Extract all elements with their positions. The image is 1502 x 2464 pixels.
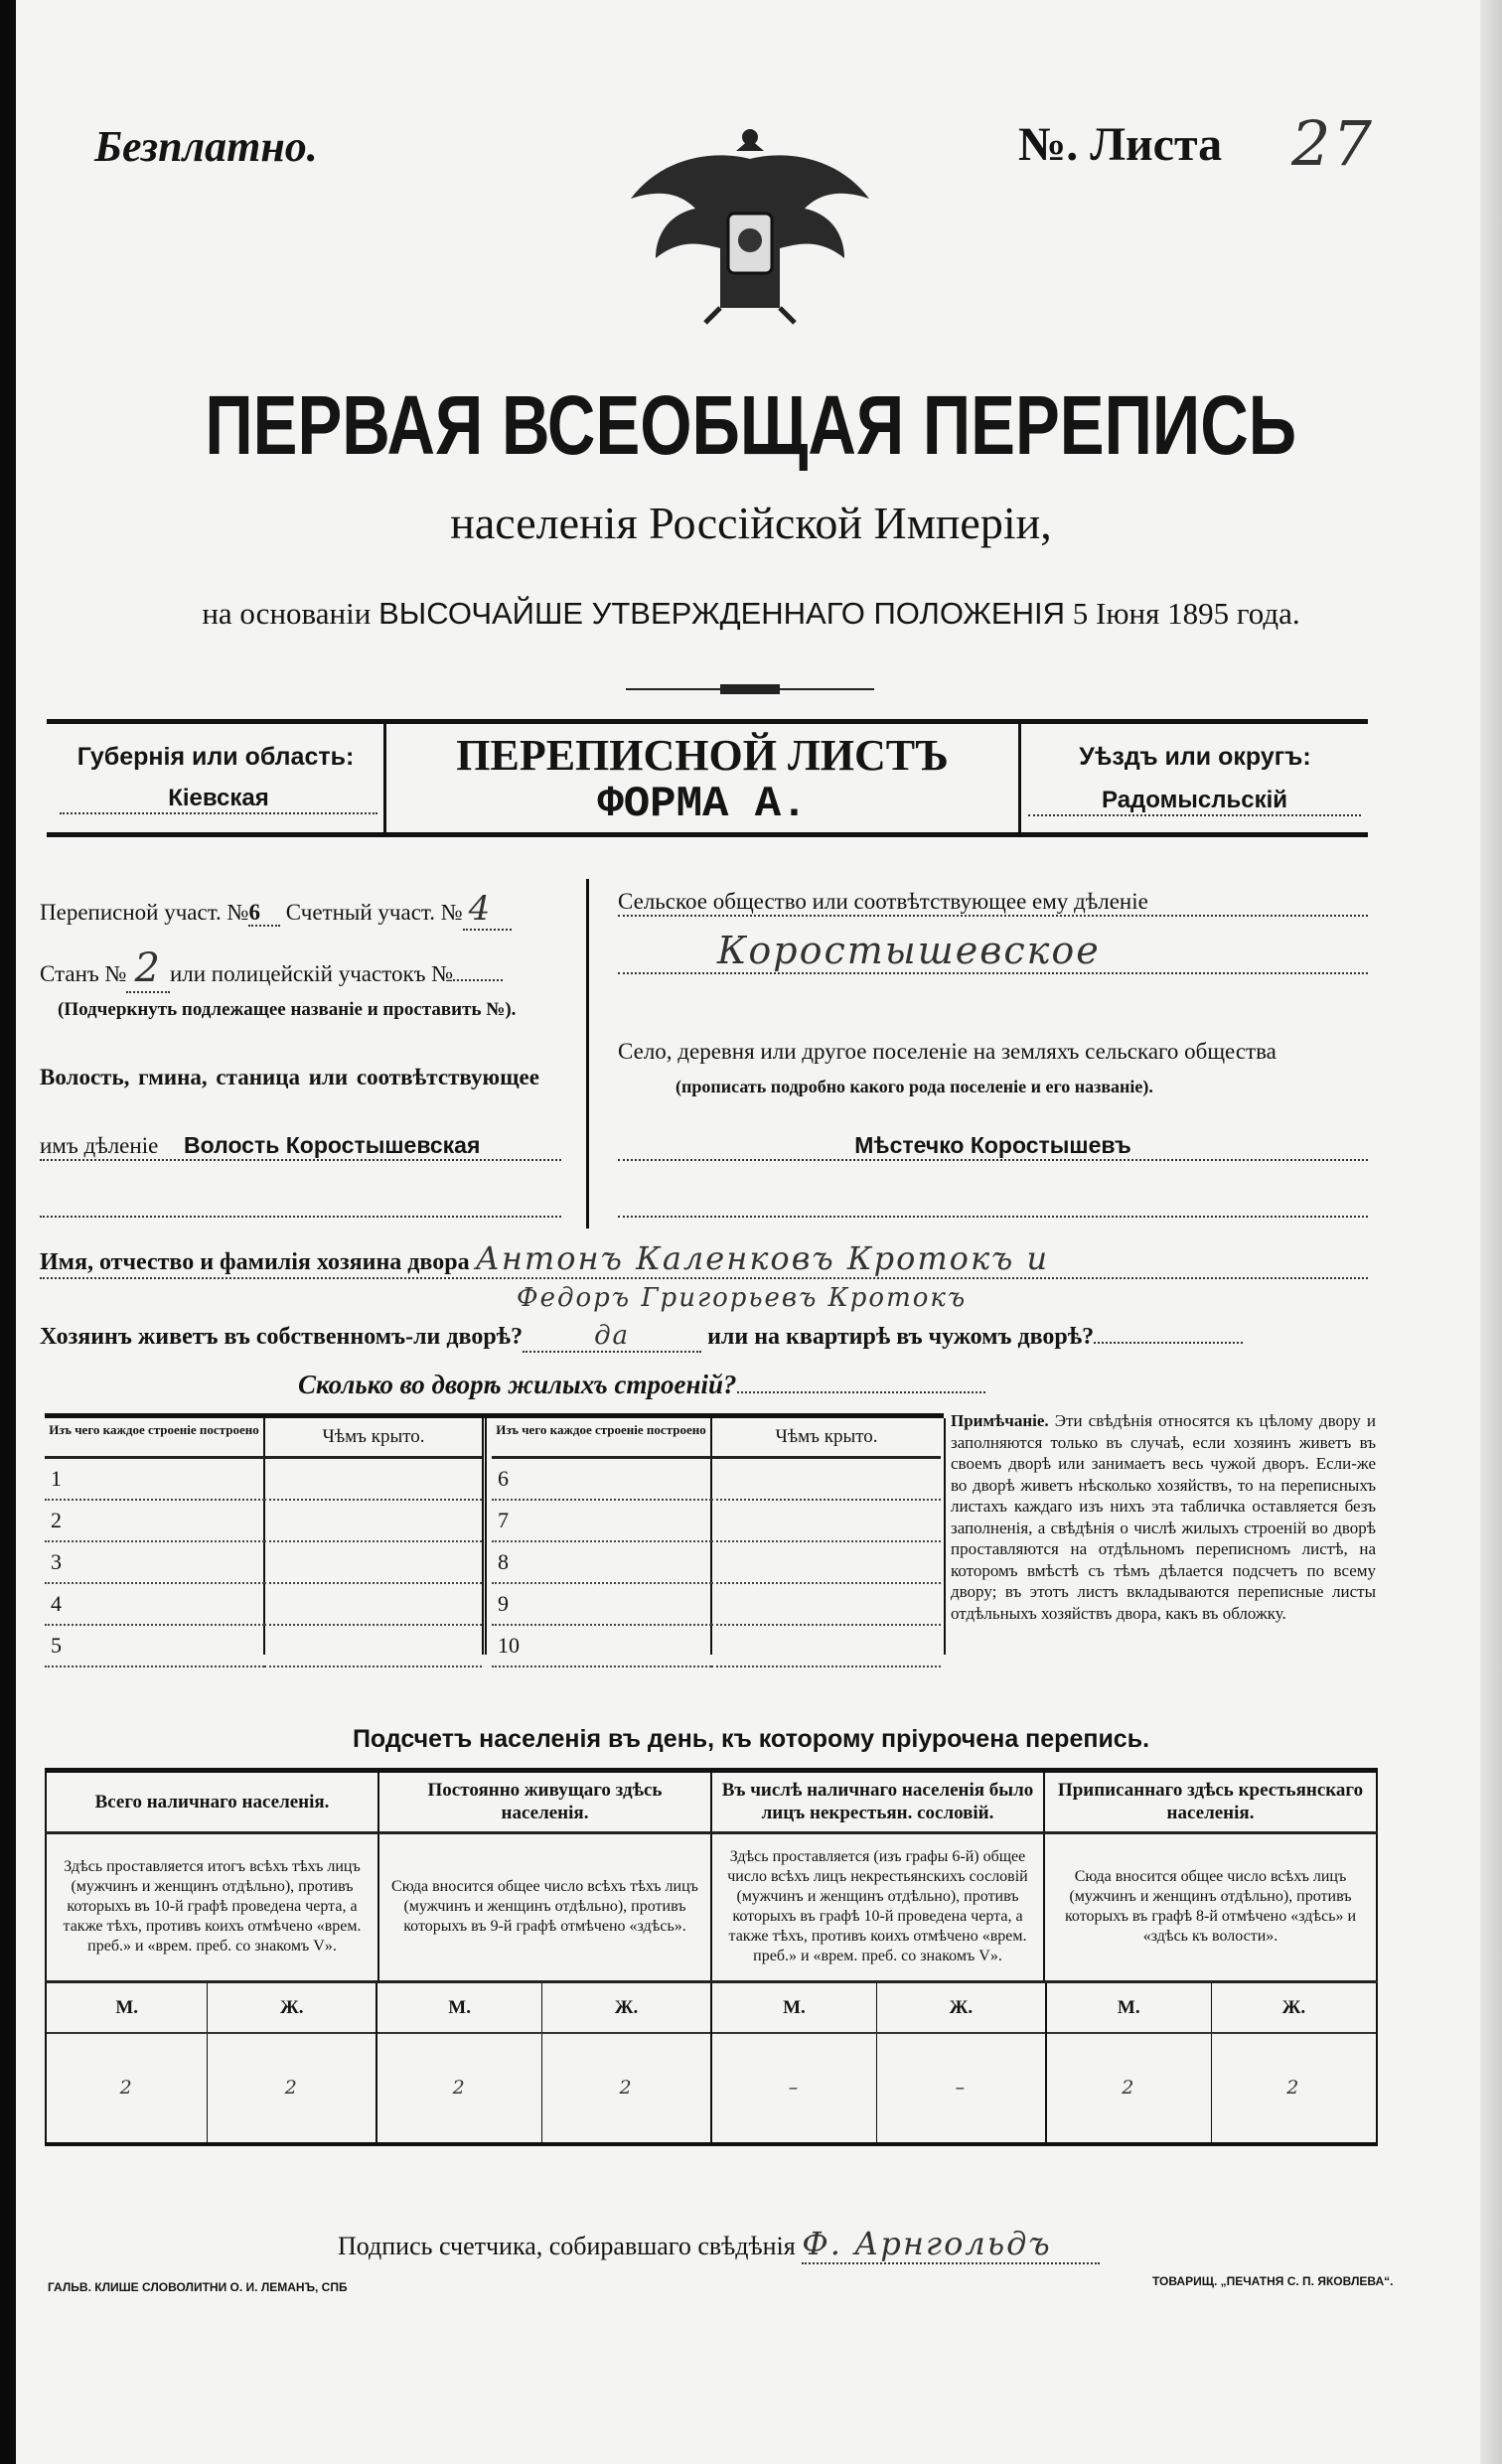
col-header: Въ числѣ наличнаго населенія было лицъ некрестьян. сословій.: [711, 1773, 1044, 1832]
roof-cell[interactable]: [711, 1583, 941, 1625]
note-text: Эти свѣдѣнія относятся къ цѣлому двору и заполняются только въ случаѣ, если хозяинъ живетъ въ своемъ дворѣ или занимаетъ весь чужой дворъ. Если-же во дворѣ живетъ нѣсколько хозяйствъ, то на переписныхъ листахъ каждаго изъ нихъ эта табличка оставляется безъ заполненія, а свѣдѣнія о числѣ жилыхъ строеній во дворѣ проставляются на отдѣльномъ переписномъ листѣ, на которомъ вмѣстѣ съ тѣмъ дѣлается подсчетъ по всему двору; въ этотъ листъ вкладываются переписные листы отдѣльныхъ хозяйствъ двора, какъ въ обложку.: [951, 1411, 1376, 1623]
underline-note: (Подчеркнуть подлежащее названіе и проставить №).: [58, 999, 517, 1020]
col-description: Здѣсь проставляется (изъ графы 6-й) общее число всѣхъ лицъ некрестьянскихъ сословій (мужчинъ и женщинъ отдѣльно), противъ которыхъ въ графѣ 10-й проведена черта, а также тѣхъ, противъ коихъ отмѣчено «врем. преб.» и «врем. преб. со знакомъ V».: [711, 1832, 1044, 1981]
count-total-female[interactable]: 2: [208, 2033, 376, 2142]
table-row: [492, 1625, 941, 1667]
table-row: [45, 1583, 482, 1625]
footer-right: ТОВАРИЩ. „ПЕЧАТНЯ С. П. ЯКОВЛЕВА“.: [1152, 2274, 1394, 2288]
roof-cell[interactable]: [264, 1541, 482, 1583]
own-yard-label: Хозяинъ живетъ въ собственномъ-ли дворѣ?: [40, 1324, 524, 1350]
population-heading: Подсчетъ населенія въ день, къ которому пріурочена перепись.: [352, 1725, 1150, 1753]
sheet-number-label: №. Листа: [1018, 118, 1223, 171]
buildings-question: Сколько во дворѣ жилыхъ строеній?: [298, 1370, 737, 1399]
male-label: М.: [47, 1983, 208, 2033]
buildings-question-row: [298, 1369, 985, 1400]
district-label: Уѣздъ или округъ:: [1079, 743, 1311, 771]
count-permanent-male[interactable]: 2: [376, 2033, 541, 2142]
col-roof-header: Чѣмъ крыто.: [775, 1426, 878, 1447]
col-header: Приписаннаго здѣсь крестьянскаго населенія.: [1057, 1780, 1364, 1824]
volost-label: Волость, гмина, станица или соотвѣтствующее: [40, 1065, 539, 1089]
table-row: [45, 1458, 482, 1501]
male-label: М.: [1046, 1983, 1211, 2033]
note-title: Примѣчаніе.: [951, 1411, 1049, 1430]
roof-cell[interactable]: [264, 1625, 482, 1667]
divider: [47, 832, 1368, 837]
blank-line: [40, 1214, 561, 1218]
divider: [47, 719, 1368, 724]
row-number: 5: [45, 1625, 264, 1667]
owner-name-value-1: Антонъ Каленковъ Кротокъ и: [475, 1239, 1050, 1277]
basis-date: 5 Іюня 1895 года.: [1072, 596, 1300, 631]
population-table: [45, 1773, 1378, 2146]
imperial-eagle-crest-icon: [601, 119, 899, 328]
volost-value: Волость Коростышевская: [184, 1132, 481, 1158]
row-number: 6: [492, 1458, 711, 1501]
table-row: [45, 1625, 482, 1667]
footer-left: ГАЛЬВ. КЛИШЕ СЛОВОЛИТНИ О. И. ЛЕМАНЪ, СПБ: [48, 2280, 348, 2294]
census-subtitle: населенія Россійской Имперіи,: [450, 498, 1052, 548]
table-row: [492, 1500, 941, 1541]
census-area-row: [40, 889, 512, 929]
col-description: Здѣсь проставляется итогъ всѣхъ тѣхъ лицъ (мужчинъ и женщинъ отдѣльно), противъ которыхъ въ 10-й графѣ проведена черта, а также тѣхъ, противъ коихъ отмѣчено «врем. преб.» и «врем. преб. со знакомъ V».: [46, 1832, 378, 1981]
female-label: Ж.: [542, 1983, 711, 2033]
count-area-label: Счетный участ. №: [285, 900, 463, 925]
census-area-value: 6: [248, 900, 280, 927]
form-subtitle: ФОРМА А.: [597, 780, 808, 829]
province-value: Кіевская: [60, 785, 377, 814]
col-description: Сюда вносится общее число всѣхъ лицъ (мужчинъ и женщинъ отдѣльно), противъ которыхъ въ графѣ 8-й отмѣчено «здѣсь» и «здѣсь къ волости».: [1064, 1868, 1357, 1945]
col-header: Всего наличнаго населенія.: [46, 1773, 378, 1832]
own-yard-row: [40, 1321, 1243, 1353]
volost-row: [40, 1132, 561, 1161]
buildings-table: [45, 1418, 946, 1658]
row-number: 8: [492, 1541, 711, 1583]
volost-label-2: имъ дѣленіе: [40, 1133, 159, 1158]
signature-label: Подпись счетчика, собиравшаго свѣдѣнія: [338, 2232, 796, 2260]
stan-row: [40, 945, 503, 991]
roof-cell[interactable]: [711, 1541, 941, 1583]
scan-left-border: [0, 0, 16, 2464]
scan-right-edge: [1480, 0, 1502, 2464]
male-label: М.: [711, 1983, 876, 2033]
col-description: Сюда вносится общее число всѣхъ тѣхъ лицъ (мужчинъ и женщинъ отдѣльно), противъ которыхъ въ 9-й графѣ отмѣчено «здѣсь».: [378, 1832, 711, 1981]
table-row: [492, 1458, 941, 1501]
count-total-male[interactable]: 2: [47, 2033, 208, 2142]
sheet-number-value: 27: [1291, 107, 1374, 180]
census-title: ПЕРВАЯ ВСЕОБЩАЯ ПЕРЕПИСЬ: [205, 378, 1297, 472]
form-title: ПЕРЕПИСНОЙ ЛИСТЪ: [456, 731, 949, 780]
col-material-header: Изъ чего каждое строеніе построено: [49, 1422, 259, 1437]
col-roof-header: Чѣмъ крыто.: [322, 1426, 425, 1447]
population-counts: [47, 1983, 1376, 2142]
owner-name-row: [40, 1239, 1368, 1279]
roof-cell[interactable]: [711, 1625, 941, 1667]
stan-label: Станъ №: [40, 961, 127, 986]
own-yard-value: да: [523, 1321, 701, 1353]
count-peasant-female[interactable]: 2: [1286, 2076, 1301, 2099]
divider: [586, 879, 589, 1229]
table-row: [492, 1541, 941, 1583]
row-number: 7: [492, 1500, 711, 1541]
count-peasant-male[interactable]: 2: [1046, 2033, 1211, 2142]
row-number: 9: [492, 1583, 711, 1625]
stan-value: 2: [126, 945, 169, 993]
count-non-peasant-male[interactable]: –: [711, 2033, 876, 2142]
row-number: 4: [45, 1583, 264, 1625]
table-row: [492, 1583, 941, 1625]
basis-main: ВЫСОЧАЙШЕ УТВЕРЖДЕННАГО ПОЛОЖЕНІЯ: [378, 596, 1065, 631]
free-label: Безплатно.: [94, 122, 318, 171]
roof-cell[interactable]: [264, 1500, 482, 1541]
society-value: Коростышевское: [618, 929, 1368, 974]
census-area-label: Переписной участ. №: [40, 900, 249, 925]
row-number: 10: [492, 1625, 711, 1667]
census-title-wrap: [0, 377, 1502, 474]
note-block: [951, 1410, 1376, 1624]
row-number: 1: [45, 1458, 264, 1501]
female-label: Ж.: [876, 1983, 1045, 2033]
society-label: Сельское общество или соотвѣтствующее ему дѣленіе: [618, 889, 1368, 917]
female-label: Ж.: [208, 1983, 376, 2033]
count-area-value: 4: [463, 889, 513, 931]
owner-name-label: Имя, отчество и фамилія хозяина двора: [40, 1249, 470, 1275]
village-note: (прописать подробно какого рода поселеніе и его названіе).: [676, 1077, 1153, 1096]
province-label: Губернія или область:: [76, 743, 355, 771]
female-label: Ж.: [1281, 1996, 1306, 2018]
roof-cell[interactable]: [711, 1458, 941, 1501]
signature-value: Ф. Арнгольдъ: [802, 2225, 1100, 2264]
roof-cell[interactable]: [711, 1500, 941, 1541]
basis-line: [0, 596, 1502, 632]
signature-row: [338, 2225, 1100, 2264]
col-material-header: Изъ чего каждое строеніе построено: [496, 1422, 706, 1437]
ornament-divider-icon: [626, 681, 874, 691]
row-number: 2: [45, 1500, 264, 1541]
count-non-peasant-female[interactable]: –: [876, 2033, 1045, 2142]
col-header: Постоянно живущаго здѣсь населенія.: [378, 1773, 711, 1832]
basis-prefix: на основаніи: [202, 596, 372, 631]
table-row: [45, 1500, 482, 1541]
table-row: [45, 1541, 482, 1583]
rented-label: или на квартирѣ въ чужомъ дворѣ?: [707, 1324, 1095, 1350]
roof-cell[interactable]: [264, 1458, 482, 1501]
male-label: М.: [376, 1983, 541, 2033]
village-label: Село, деревня или другое поселеніе на земляхъ сельскаго общества: [618, 1039, 1277, 1064]
count-permanent-female[interactable]: 2: [542, 2033, 711, 2142]
roof-cell[interactable]: [264, 1583, 482, 1625]
row-number: 3: [45, 1541, 264, 1583]
blank-line: [618, 1214, 1368, 1218]
police-label: или полицейскій участокъ №: [169, 961, 454, 986]
district-value: Радомысльскій: [1028, 787, 1361, 816]
divider: [1018, 719, 1021, 837]
owner-name-value-2: Федоръ Григорьевъ Кротокъ: [517, 1283, 968, 1313]
village-value: Мѣстечко Коростышевъ: [618, 1132, 1368, 1161]
